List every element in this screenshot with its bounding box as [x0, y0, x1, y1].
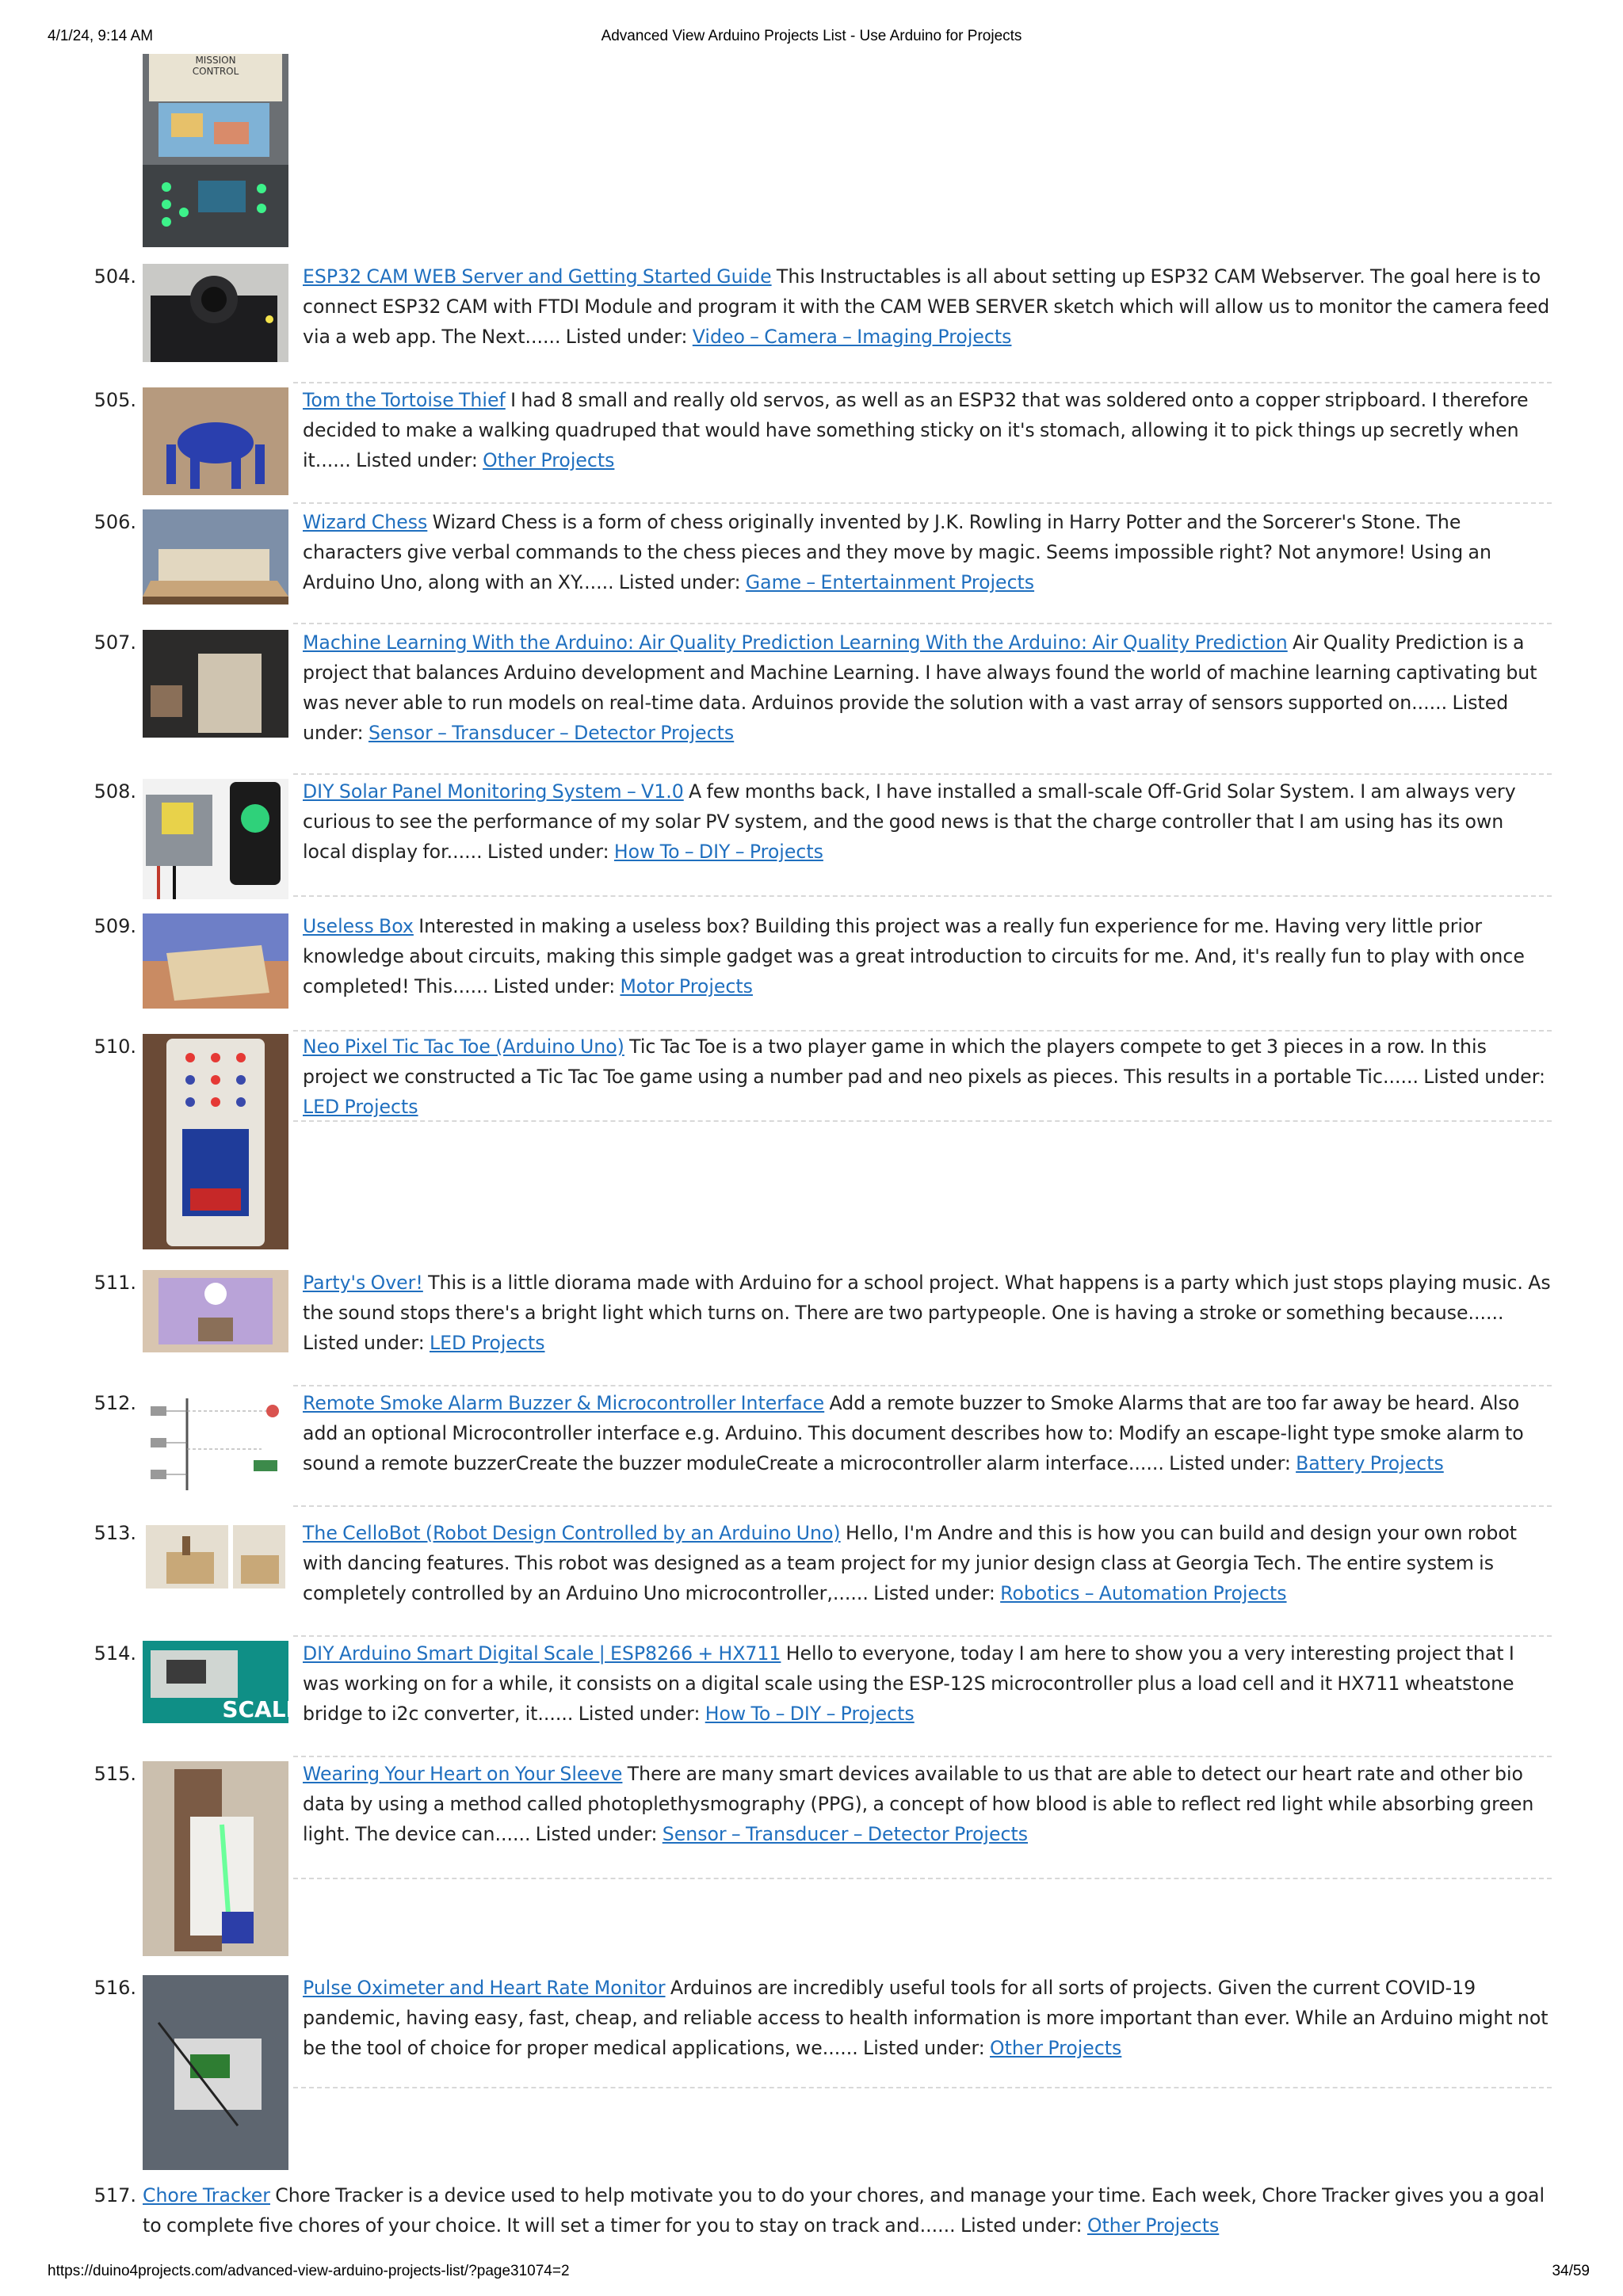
divider	[293, 502, 1552, 504]
project-body	[303, 1973, 1552, 2063]
project-body	[303, 1268, 1552, 1358]
project-body	[303, 261, 1552, 352]
project-body	[303, 627, 1552, 748]
project-category-link[interactable]: Robotics – Automation Projects	[1000, 1582, 1287, 1604]
listed-under-label: Listed under:	[1169, 1452, 1291, 1474]
project-description: Air Quality Prediction is a project that balances Arduino development and Machine Learning. I have always found the world of machine learning captivating but was never able to run models on real-time data. Arduinos provide the solution with a vast array of sensors supported on......	[303, 631, 1537, 714]
listed-under-label: Listed under:	[873, 1582, 995, 1604]
project-title-link[interactable]: Chore Tracker	[143, 2184, 270, 2206]
project-thumbnail[interactable]	[143, 1390, 288, 1498]
listed-under-label: Listed under:	[356, 449, 478, 471]
print-page-title: Advanced View Arduino Projects List - Use Arduino for Projects	[601, 28, 1022, 44]
project-body	[143, 2180, 1552, 2241]
item-number: 507.	[94, 631, 136, 654]
project-thumbnail[interactable]	[143, 509, 288, 605]
project-body	[303, 385, 1552, 475]
listed-under-label: Listed under:	[487, 841, 609, 863]
project-thumbnail[interactable]	[143, 1034, 288, 1249]
item-number: 506.	[94, 511, 136, 533]
project-category-link[interactable]: Video – Camera – Imaging Projects	[692, 326, 1012, 348]
print-footer-url: https://duino4projects.com/advanced-view-arduino-projects-list/?page31074=2	[48, 2263, 570, 2279]
project-thumbnail[interactable]	[143, 913, 288, 1009]
project-body	[303, 1388, 1552, 1478]
project-category-link[interactable]: How To – DIY – Projects	[705, 1703, 915, 1725]
project-title-link[interactable]: DIY Solar Panel Monitoring System – V1.0	[303, 780, 684, 803]
project-category-link[interactable]: Motor Projects	[620, 975, 753, 997]
project-title-link[interactable]: ESP32 CAM WEB Server and Getting Started Guide	[303, 265, 772, 288]
svg-text:SCALE: SCALE	[222, 1696, 301, 1722]
project-body	[303, 1032, 1552, 1122]
project-body	[303, 1759, 1552, 1849]
divider	[293, 1385, 1552, 1386]
project-title-link[interactable]: The CelloBot (Robot Design Controlled by an Arduino Uno)	[303, 1522, 841, 1544]
project-title-link[interactable]: Useless Box	[303, 915, 414, 937]
project-category-link[interactable]: Other Projects	[1086, 2214, 1220, 2237]
item-number: 513.	[94, 1522, 136, 1544]
project-description: Chore Tracker is a device used to help motivate you to do your chores, and manage your time. Each week, Chore Tracker gives you a goal to complete five chores of your choice. It will set a timer for you to stay on track and......	[143, 2184, 1545, 2237]
item-number: 504.	[94, 265, 136, 288]
project-thumbnail[interactable]	[143, 1761, 288, 1956]
project-thumbnail[interactable]	[143, 1975, 288, 2170]
project-category-link[interactable]: LED Projects	[429, 1332, 545, 1354]
svg-text:MISSION: MISSION	[195, 55, 236, 66]
item-number: 515.	[94, 1763, 136, 1785]
project-category-link[interactable]: Battery Projects	[1296, 1452, 1444, 1474]
project-title-link[interactable]: DIY Arduino Smart Digital Scale | ESP8266 + HX711	[303, 1642, 781, 1665]
listed-under-label: Listed under:	[578, 1703, 701, 1725]
listed-under-label: Listed under:	[618, 571, 741, 593]
print-page-number: 34/59	[1552, 2263, 1590, 2279]
project-category-link[interactable]: Game – Entertainment Projects	[745, 571, 1035, 593]
project-thumbnail[interactable]	[143, 779, 288, 899]
project-thumbnail[interactable]	[143, 387, 288, 495]
mission-control-image	[143, 54, 288, 247]
listed-under-label: Listed under:	[863, 2037, 985, 2059]
project-title-link[interactable]: Wizard Chess	[303, 511, 428, 533]
project-description: I had 8 small and really old servos, as well as an ESP32 that was soldered onto a copper stripboard. I therefore decided to make a walking quadruped that would have something sticky on it's stomach, allowing it to pick things up secretly when it......	[303, 389, 1529, 471]
project-description: Tic Tac Toe is a two player game in which the players compete to get 3 pieces in a row. In this project we constructed a Tic Tac Toe game using a number pad and neo pixels as pieces. This results in a portable Tic......	[303, 1035, 1487, 1088]
divider	[293, 1120, 1552, 1122]
project-title-link[interactable]: Remote Smoke Alarm Buzzer & Microcontroller Interface	[303, 1392, 825, 1414]
divider	[293, 1505, 1552, 1507]
divider	[293, 895, 1552, 897]
divider	[293, 2087, 1552, 2088]
listed-under-label: Listed under:	[960, 2214, 1083, 2237]
item-number: 516.	[94, 1977, 136, 1999]
item-number: 505.	[94, 389, 136, 411]
divider	[293, 1878, 1552, 1879]
listed-under-label: Listed under:	[493, 975, 616, 997]
project-thumbnail[interactable]	[143, 630, 288, 738]
project-description: This Instructables is all about setting up ESP32 CAM Webserver. The goal here is to connect ESP32 CAM with FTDI Module and program it with the CAM WEB SERVER sketch which will allow us to monitor the camera feed via a web app. The Next......	[303, 265, 1550, 348]
project-title-link[interactable]: Neo Pixel Tic Tac Toe (Arduino Uno)	[303, 1035, 624, 1058]
project-title-link[interactable]: Tom the Tortoise Thief	[303, 389, 506, 411]
listed-under-label: Listed under:	[303, 1332, 425, 1354]
project-thumbnail[interactable]	[143, 1270, 288, 1352]
project-body	[303, 1518, 1552, 1608]
project-title-link[interactable]: Wearing Your Heart on Your Sleeve	[303, 1763, 623, 1785]
project-description: Add a remote buzzer to Smoke Alarms that are too far away be heard. Also add an optional Microcontroller interface e.g. Arduino. This document describes how to: Modify an escape-light type smoke alarm to sound a remote buzzerCreate the buzzer moduleCreate a microcontroller alarm interface......	[303, 1392, 1524, 1474]
listed-under-label: Listed under:	[565, 326, 688, 348]
svg-text:CONTROL: CONTROL	[192, 66, 239, 77]
project-body	[303, 1638, 1552, 1729]
project-thumbnail[interactable]	[143, 264, 288, 362]
project-title-link[interactable]: Party's Over!	[303, 1272, 423, 1294]
listed-under-label: Listed under:	[303, 692, 1509, 744]
item-number: 512.	[94, 1392, 136, 1414]
divider	[293, 773, 1552, 775]
project-category-link[interactable]: Other Projects	[483, 449, 615, 471]
item-number: 508.	[94, 780, 136, 803]
divider	[293, 1756, 1552, 1757]
project-category-link[interactable]: Sensor – Transducer – Detector Projects	[368, 722, 735, 744]
project-description: Arduinos are incredibly useful tools for all sorts of projects. Given the current COVID-19 pandemic, having easy, fast, cheap, and reliable access to health information is more important than ever. While an Arduino might not be the tool of choice for proper medical applications, we......	[303, 1977, 1549, 2059]
item-number: 510.	[94, 1035, 136, 1058]
project-thumbnail[interactable]	[143, 1641, 301, 1723]
divider	[293, 1635, 1552, 1637]
project-description: This is a little diorama made with Arduino for a school project. What happens is a party which just stops playing music. As the sound stops there's a bright light which turns on. There are two partypeople. One is having a stroke or something because......	[303, 1272, 1551, 1324]
item-number: 511.	[94, 1272, 136, 1294]
project-body	[303, 507, 1552, 597]
project-body	[303, 776, 1552, 867]
item-number: 509.	[94, 915, 136, 937]
print-datetime: 4/1/24, 9:14 AM	[48, 28, 154, 44]
listed-under-label: Listed under:	[1423, 1066, 1545, 1088]
item-number: 514.	[94, 1642, 136, 1665]
project-category-link[interactable]: LED Projects	[303, 1096, 418, 1118]
project-description: Hello to everyone, today I am here to show you a very interesting project that I was working on for a while, it consists on a digital scale using the ESP-12S microcontroller plus a load cell and it HX711 wheatstone bridge to i2c converter, it......	[303, 1642, 1514, 1725]
project-body	[303, 911, 1552, 1001]
project-description: Wizard Chess is a form of chess originally invented by J.K. Rowling in Harry Potter and the Sorcerer's Stone. The characters give verbal commands to the chess pieces and they move by magic. Seems impossible right? Not anymore! Using an Arduino Uno, along with an XY......	[303, 511, 1491, 593]
project-category-link[interactable]: Other Projects	[990, 2037, 1122, 2059]
project-description: A few months back, I have installed a small-scale Off-Grid Solar System. I am always very curious to see the performance of my solar PV system, and the good news is that the charge controller that I am using has its own local display for......	[303, 780, 1516, 863]
listed-under-label: Listed under:	[535, 1823, 658, 1845]
project-title-link[interactable]: Machine Learning With the Arduino: Air Quality Prediction Learning With the Arduino: Air Quality Prediction	[303, 631, 1288, 654]
project-description: There are many smart devices available to us that are able to detect our heart rate and other bio data by using a method called photoplethysmography (PPG), a concept of how blood is able to reflect red light while absorbing green light. The device can......	[303, 1763, 1534, 1845]
project-category-link[interactable]: How To – DIY – Projects	[613, 841, 823, 863]
divider	[293, 623, 1552, 624]
item-number: 517.	[94, 2184, 136, 2206]
divider	[293, 382, 1552, 383]
project-thumbnail[interactable]	[143, 1520, 288, 1600]
project-description: Hello, I'm Andre and this is how you can build and design your own robot with dancing features. This robot was designed as a team project for my junior design class at Georgia Tech. The entire system is completely controlled by an Arduino Uno microcontroller,......	[303, 1522, 1518, 1604]
project-category-link[interactable]: Sensor – Transducer – Detector Projects	[662, 1823, 1029, 1845]
project-description: Interested in making a useless box? Building this project was a really fun experience for me. Having very little prior knowledge about circuits, making this simple gadget was a great introduction to circuits for me. And, it's really fun to play with once completed! This......	[303, 915, 1525, 997]
project-title-link[interactable]: Pulse Oximeter and Heart Rate Monitor	[303, 1977, 666, 1999]
